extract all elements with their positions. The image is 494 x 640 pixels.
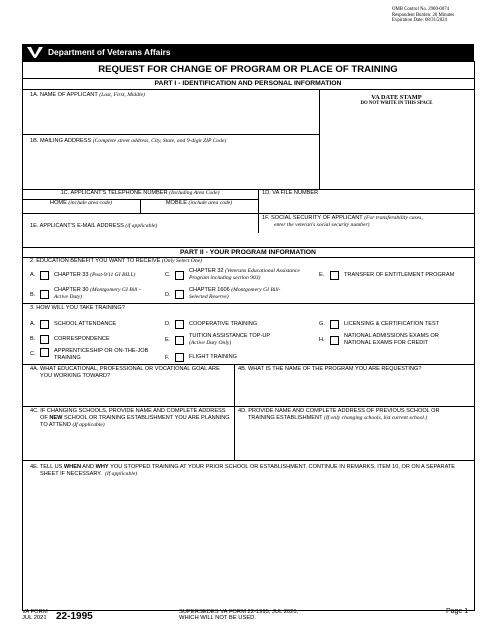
q3-b-letter: B. (30, 336, 36, 342)
q3-e-letter: E. (165, 337, 171, 343)
q3-c-option: APPRENTICESHIP OR ON-THE-JOB (54, 348, 149, 354)
q3-f-option: FLIGHT TRAINING (189, 354, 237, 360)
q1c-label: 1C. APPLICANT'S TELEPHONE NUMBER (Including Area Code) (60, 190, 220, 196)
q1b-label: 1B. MAILING ADDRESS (Complete street address, City, State, and 9-digit ZIP Code) (30, 138, 227, 144)
apprenticeship-checkbox[interactable] (40, 348, 49, 357)
q2-c-hint: Program including section 903) (189, 275, 261, 281)
part2-heading: PART II - YOUR PROGRAM INFORMATION (180, 249, 316, 256)
transfer-entitlement-checkbox[interactable] (330, 271, 339, 280)
q4e-label-line2: SHEET IF NECESSARY. (If applicable) (40, 471, 138, 477)
form-title: REQUEST FOR CHANGE OF PROGRAM OR PLACE OF TRAINING (98, 64, 398, 75)
form-number: 22-1995 (56, 611, 93, 622)
q3-h-option: NATIONAL ADMISSIONS EXAMS OR (344, 333, 439, 339)
previous-school-field[interactable] (238, 424, 470, 458)
q2-e-letter: E. (319, 272, 325, 278)
va-file-number-field[interactable] (260, 198, 472, 212)
q2-a-letter: A. (30, 272, 36, 278)
home-phone-label: HOME (include area code) (50, 200, 112, 206)
q4d-label-line2: TRAINING ESTABLISHMENT (If only changing schools, list current school.) (248, 415, 428, 421)
chapter-1606-checkbox[interactable] (175, 290, 184, 299)
q3-g-letter: G. (319, 321, 325, 327)
tuition-assistance-checkbox[interactable] (175, 336, 184, 345)
date-stamp-note: DO NOT WRITE IN THIS SPACE (360, 101, 433, 106)
q2-b-option: CHAPTER 30 (Montgomery GI Bill - (54, 287, 141, 293)
flight-training-checkbox[interactable] (175, 353, 184, 362)
q4b-label: 4B. WHAT IS THE NAME OF THE PROGRAM YOU ARE REQUESTING? (238, 366, 422, 372)
q1f-label: 1F. SOCIAL SECURITY OF APPLICANT (For transferability cases, (262, 215, 423, 221)
supersedes-line1: SUPERSEDES VA FORM 22-1995, JUL 2020, (179, 609, 299, 615)
mobile-phone-label: MOBILE (include area code) (165, 200, 233, 206)
chapter-30-checkbox[interactable] (40, 290, 49, 299)
omb-control: OMB Control No. 2900-0074 (392, 7, 450, 12)
q4e-label: 4E. TELL US WHEN AND WHY YOU STOPPED TRAINING AT YOUR PRIOR SCHOOL OR ESTABLISHMENT. CONTINUE IN REMARKS, ITEM 10, OR ON A SEPARATE (30, 464, 456, 470)
q2-c-option: CHAPTER 32 (Veterans Educational Assistance (189, 268, 300, 274)
supersedes-line2: WHICH WILL NOT BE USED. (179, 615, 256, 621)
chapter-33-checkbox[interactable] (40, 271, 49, 280)
q3-d-option: COOPERATIVE TRAINING (189, 321, 258, 327)
q2-d-hint: Selected Reserve) (189, 294, 229, 300)
q4a-label-line2: YOU WORKING TOWARD? (40, 373, 111, 379)
q1d-label: 1D. VA FILE NUMBER (262, 190, 319, 196)
q2-b-hint: Active Duty) (54, 294, 83, 300)
q3-a-option: SCHOOL ATTENDANCE (54, 321, 117, 327)
q3-f-letter: F. (165, 355, 170, 361)
q4c-label: 4C. IF CHANGING SCHOOLS, PROVIDE NAME AND COMPLETE ADDRESS (30, 408, 226, 414)
correspondence-checkbox[interactable] (40, 335, 49, 344)
stopped-training-field[interactable] (28, 480, 470, 606)
q3-c-option-line2: TRAINING (54, 355, 81, 361)
mailing-address-field[interactable] (28, 146, 318, 188)
new-school-field[interactable] (28, 430, 230, 458)
q2-d-option: CHAPTER 1606 (Montgomery GI Bill- (189, 287, 281, 293)
footer-date: JUL 2021 (22, 615, 47, 621)
cooperative-training-checkbox[interactable] (175, 320, 184, 329)
school-attendance-checkbox[interactable] (40, 320, 49, 329)
q2-a-option: CHAPTER 33 (Post-9/11 GI BILL) (54, 272, 136, 278)
q3-label: 3. HOW WILL YOU TAKE TRAINING? (30, 305, 125, 311)
national-exams-checkbox[interactable] (330, 336, 339, 345)
q3-a-letter: A. (30, 321, 36, 327)
q3-h-option-line2: NATIONAL EXAMS FOR CREDIT (344, 340, 429, 346)
q2-d-letter: D. (165, 292, 171, 298)
date-stamp-title: VA DATE STAMP (371, 94, 422, 101)
omb-expiration: Expiration Date: 08/31/2024 (392, 18, 447, 24)
q3-e-hint: (Active Duty Only) (189, 340, 232, 346)
email-field[interactable] (28, 230, 256, 233)
goal-field[interactable] (28, 381, 230, 405)
agency-name: Department of Veterans Affairs (48, 47, 171, 57)
applicant-name-field[interactable] (28, 99, 318, 133)
q1a-label: 1A. NAME OF APPLICANT (Last, First, Middle) (30, 92, 145, 98)
q2-e-option: TRANSFER OF ENTITLEMENT PROGRAM (344, 272, 455, 278)
q1f-hint: enter the veteran's social security number) (274, 222, 370, 228)
q3-c-letter: C. (30, 351, 36, 357)
page-number: Page 1 (446, 608, 469, 615)
q3-g-option: LICENSING & CERTIFICATION TEST (344, 321, 440, 327)
footer-va-form: VA FORM (22, 609, 48, 615)
q3-d-letter: D. (165, 321, 171, 327)
q2-b-letter: B. (30, 292, 36, 298)
q4d-label: 4D. PROVIDE NAME AND COMPLETE ADDRESS OF PREVIOUS SCHOOL OR (238, 408, 440, 414)
omb-burden: Respondent Burden: 20 Minutes (392, 12, 455, 18)
q2-c-letter: C. (165, 272, 171, 278)
agency-header (22, 44, 474, 61)
q4c-label-line2: OF NEW SCHOOL OR TRAINING ESTABLISHMENT YOU ARE PLANNING (40, 415, 230, 421)
licensing-certification-checkbox[interactable] (330, 320, 339, 329)
va-logo-icon (26, 46, 44, 59)
q3-b-option: CORRESPONDENCE (54, 336, 110, 342)
q3-h-letter: H. (319, 337, 325, 343)
q1e-label: 1E. APPLICANT'S E-MAIL ADDRESS (if applicable) (30, 223, 158, 229)
q4c-label-line3: TO ATTEND (If applicable) (40, 422, 105, 428)
q3-e-option: TUITION ASSISTANCE TOP-UP (189, 333, 271, 339)
ssn-field[interactable] (262, 229, 472, 233)
omb-info (392, 7, 454, 24)
program-name-field[interactable] (238, 374, 470, 405)
q4a-label: 4A. WHAT EDUCATIONAL, PROFESSIONAL OR VOCATIONAL GOAL ARE (30, 366, 220, 372)
q2-label: 2. EDUCATION BENEFIT YOU WANT TO RECEIVE (Only Select One) (30, 258, 202, 264)
part1-heading: PART I - IDENTIFICATION AND PERSONAL INFORMATION (154, 80, 342, 87)
chapter-32-checkbox[interactable] (175, 271, 184, 280)
